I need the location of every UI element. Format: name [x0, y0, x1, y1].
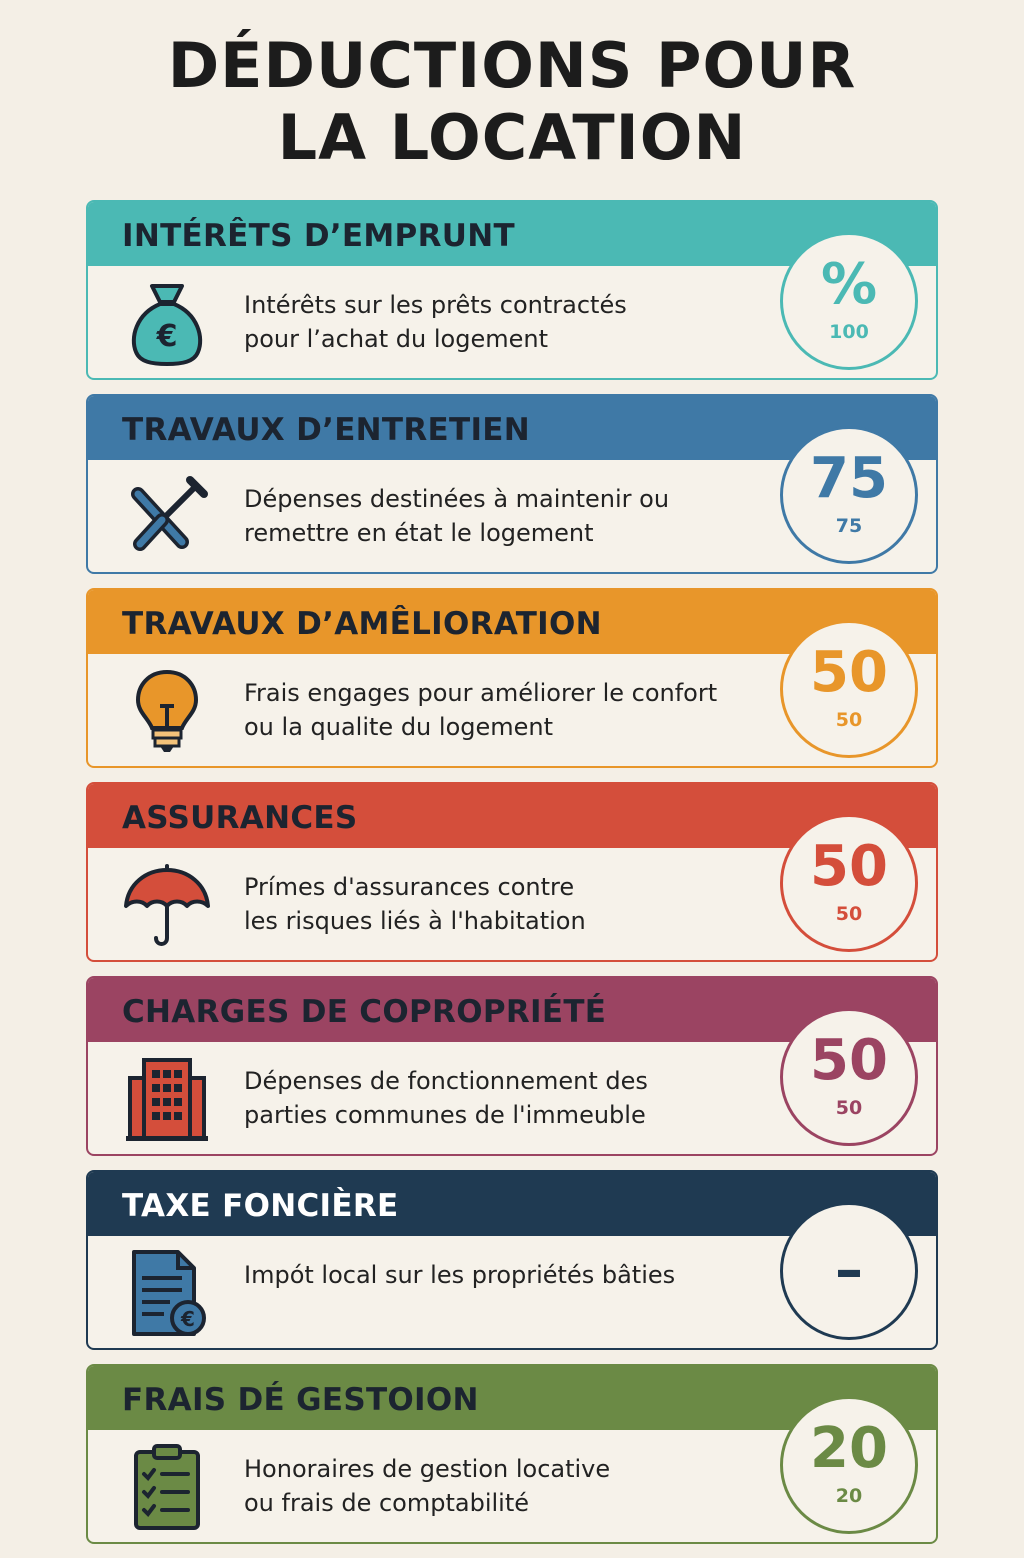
card-title: INTÉRÊTS D’EMPRUNT	[88, 202, 936, 266]
badge-value: –	[835, 1238, 863, 1303]
description-line: parties communes de l'immeuble	[244, 1101, 646, 1129]
card-description	[244, 1452, 764, 1520]
description-line: Impót local sur les propriétés bâties	[244, 1261, 676, 1289]
card-description	[244, 482, 764, 550]
wrench-screwdriver-icon	[122, 472, 212, 562]
card-description	[244, 1258, 764, 1292]
card-interets-emprunt	[86, 200, 938, 380]
building-icon	[122, 1054, 212, 1144]
badge-value: 20	[810, 1416, 888, 1481]
description-line: Honoraires de gestion locative	[244, 1455, 611, 1483]
card-travaux-entretien	[86, 394, 938, 574]
description-line: Dépenses destinées à maintenir ou	[244, 485, 670, 513]
badge-value: 50	[810, 1028, 888, 1093]
card-assurances	[86, 782, 938, 962]
deduction-badge	[780, 426, 918, 564]
umbrella-icon	[122, 860, 212, 950]
card-title: TAXE FONCIÈRE	[88, 1172, 936, 1236]
description-line: remettre en état le logement	[244, 519, 594, 547]
svg-text:€: €	[156, 319, 178, 354]
money-bag-euro-icon	[122, 278, 212, 368]
svg-text:€: €	[181, 1307, 195, 1331]
badge-value: 50	[810, 640, 888, 705]
card-title: TRAVAUX D’ENTRETIEN	[88, 396, 936, 460]
description-line: ou la qualite du logement	[244, 713, 554, 741]
badge-subvalue: 50	[835, 709, 863, 731]
description-line: Dépenses de fonctionnement des	[244, 1067, 648, 1095]
badge-subvalue: 75	[835, 515, 863, 537]
title-line-1: DÉDUCTIONS POUR	[167, 29, 857, 102]
badge-value: 75	[810, 446, 888, 511]
description-line: les risques liés à l'habitation	[244, 907, 586, 935]
card-title: FRAIS DÉ GESTOION	[88, 1366, 936, 1430]
deduction-badge	[780, 1396, 918, 1534]
badge-subvalue: 20	[835, 1485, 863, 1507]
card-title: CHARGES DE COPROPRIÉTÉ	[88, 978, 936, 1042]
card-frais-gestion	[86, 1364, 938, 1544]
deduction-badge	[780, 814, 918, 952]
description-line: ou frais de comptabilité	[244, 1489, 529, 1517]
card-description	[244, 870, 764, 938]
title-line-2: LA LOCATION	[277, 101, 747, 174]
description-line: Frais engages pour améliorer le confort	[244, 679, 718, 707]
badge-subvalue: 50	[835, 903, 863, 925]
card-charges-copropriete	[86, 976, 938, 1156]
page-title	[0, 30, 1024, 174]
card-travaux-amelioration	[86, 588, 938, 768]
deduction-badge	[780, 1202, 918, 1340]
description-line: Intérêts sur les prêts contractés	[244, 291, 627, 319]
description-line: pour l’achat du logement	[244, 325, 548, 353]
card-title: TRAVAUX D’AMÊLIORATION	[88, 590, 936, 654]
deduction-list	[86, 200, 938, 1558]
card-title: ASSURANCES	[88, 784, 936, 848]
badge-value: 50	[810, 834, 888, 899]
deduction-badge	[780, 1008, 918, 1146]
deduction-badge	[780, 620, 918, 758]
lightbulb-icon	[122, 666, 212, 756]
card-taxe-fonciere	[86, 1170, 938, 1350]
badge-subvalue: 50	[835, 1097, 863, 1119]
clipboard-checklist-icon	[122, 1442, 212, 1532]
card-description	[244, 288, 764, 356]
badge-subvalue: 100	[829, 321, 869, 343]
badge-value: %	[820, 252, 878, 317]
deduction-badge	[780, 232, 918, 370]
card-description	[244, 676, 764, 744]
tax-document-euro-icon	[122, 1248, 212, 1338]
description-line: Prímes d'assurances contre	[244, 873, 575, 901]
card-description	[244, 1064, 764, 1132]
